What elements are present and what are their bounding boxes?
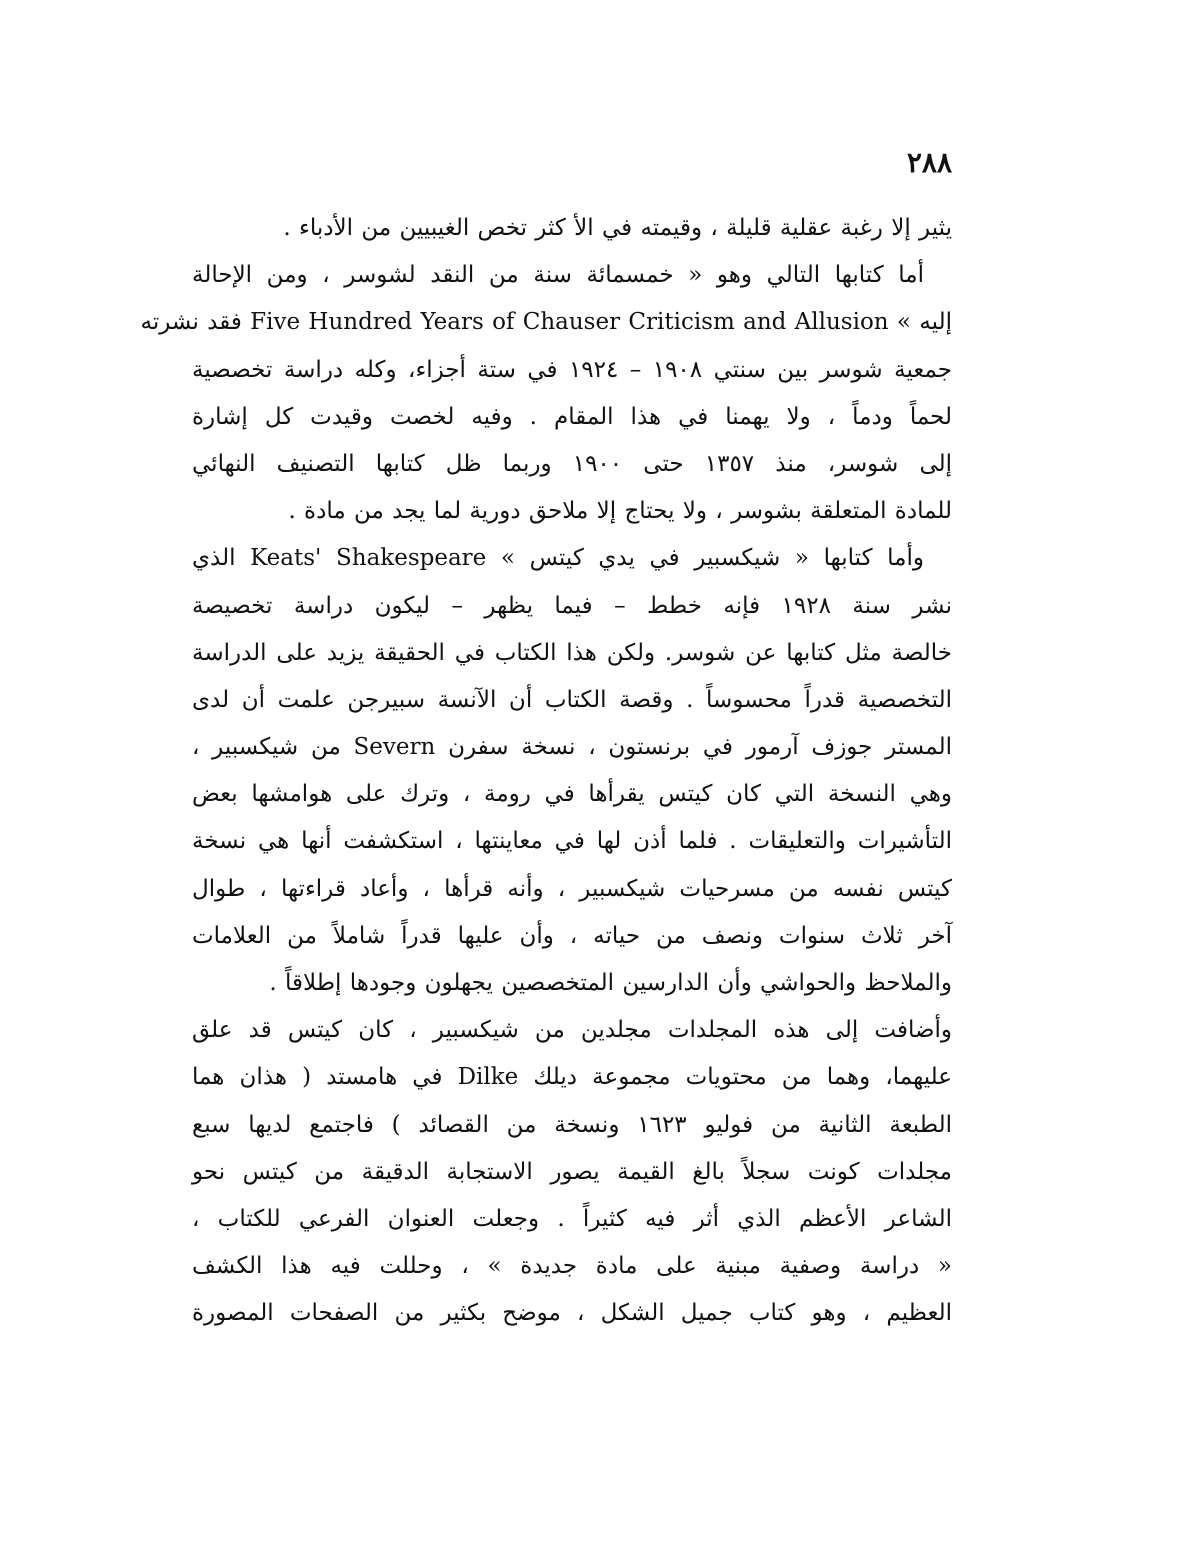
text-line: إليه » Five Hundred Years of Chauser Criticism and Allusion فقد نشرته xyxy=(140,309,952,336)
page-number: ٢٨٨ xyxy=(906,146,952,179)
text-line: إلى شوسر، منذ ١٣٥٧ حتى ١٩٠٠ وربما ظل كتابها التصنيف النهائي xyxy=(192,450,953,477)
text-line: وأما كتابها « شيكسبير في يدي كيتس » Keats' Shakespeare الذي xyxy=(192,545,924,572)
text-line: العظيم ، وهو كتاب جميل الشكل ، موضح بكثير من الصفحات المصورة xyxy=(192,1300,952,1327)
text-line: نشر سنة ١٩٢٨ فإنه خطط – فيما يظهر – ليكون دراسة تخصيصة xyxy=(192,592,952,619)
text-line: الطبعة الثانية من فوليو ١٦٢٣ ونسخة من القصائد ) فاجتمع لديها سبع xyxy=(192,1111,952,1138)
text-line: خالصة مثل كتابها عن شوسر. ولكن هذا الكتاب في الحقيقة يزيد على الدراسة xyxy=(192,639,952,666)
text-line: « دراسة وصفية مبنية على مادة جديدة » ، وحللت فيه هذا الكشف xyxy=(192,1253,952,1280)
text-line: للمادة المتعلقة بشوسر ، ولا يحتاج إلا ملاحق دورية لما يجد من مادة . xyxy=(288,498,952,525)
text-line: الشاعر الأعظم الذي أثر فيه كثيراً . وجعلت العنوان الفرعي للكتاب ، xyxy=(192,1205,952,1232)
text-line: لحماً ودماً ، ولا يهمنا في هذا المقام . وفيه لخصت وقيدت كل إشارة xyxy=(192,403,952,430)
text-line: وهي النسخة التي كان كيتس يقرأها في رومة ، وترك على هوامشها بعض xyxy=(192,781,952,808)
text-line: المستر جوزف آرمور في برنستون ، نسخة سفرن Severn من شيكسبير ، xyxy=(192,734,953,761)
text-line: آخر ثلاث سنوات ونصف من حياته ، وأن عليها قدراً شاملاً من العلامات xyxy=(192,922,952,949)
text-line: جمعية شوسر بين سنتي ١٩٠٨ – ١٩٢٤ في ستة أجزاء، وكله دراسة تخصصية xyxy=(192,356,953,383)
body-text xyxy=(140,205,953,1338)
text-line: أما كتابها التالي وهو « خمسمائة سنة من النقد لشوسر ، ومن الإحالة xyxy=(192,262,924,289)
text-line: كيتس نفسه من مسرحيات شيكسبير ، وأنه قرأها ، وأعاد قراءتها ، طوال xyxy=(192,875,952,902)
text-line: التأشيرات والتعليقات . فلما أذن لها في معاينتها ، استكشفت أنها هي نسخة xyxy=(192,828,952,855)
text-line: وأضافت إلى هذه المجلدات مجلدين من شيكسبير ، كان كيتس قد علق xyxy=(192,1017,952,1044)
text-line: مجلدات كونت سجلاً بالغ القيمة يصور الاستجابة الدقيقة من كيتس نحو xyxy=(192,1158,952,1185)
text-line: والملاحظ والحواشي وأن الدارسين المتخصصين يجهلون وجودها إطلاقاً . xyxy=(269,970,952,996)
text-line: التخصصية قدراً محسوساً . وقصة الكتاب أن الآنسة سبيرجن علمت أن لدى xyxy=(192,686,952,713)
text-line: عليهما، وهما من محتويات مجموعة ديلك Dilke في هامستد ( هذان هما xyxy=(192,1064,952,1091)
text-line: يثير إلا رغبة عقلية قليلة ، وقيمته في الأ كثر تخص الغيبيين من الأدباء . xyxy=(283,215,952,241)
